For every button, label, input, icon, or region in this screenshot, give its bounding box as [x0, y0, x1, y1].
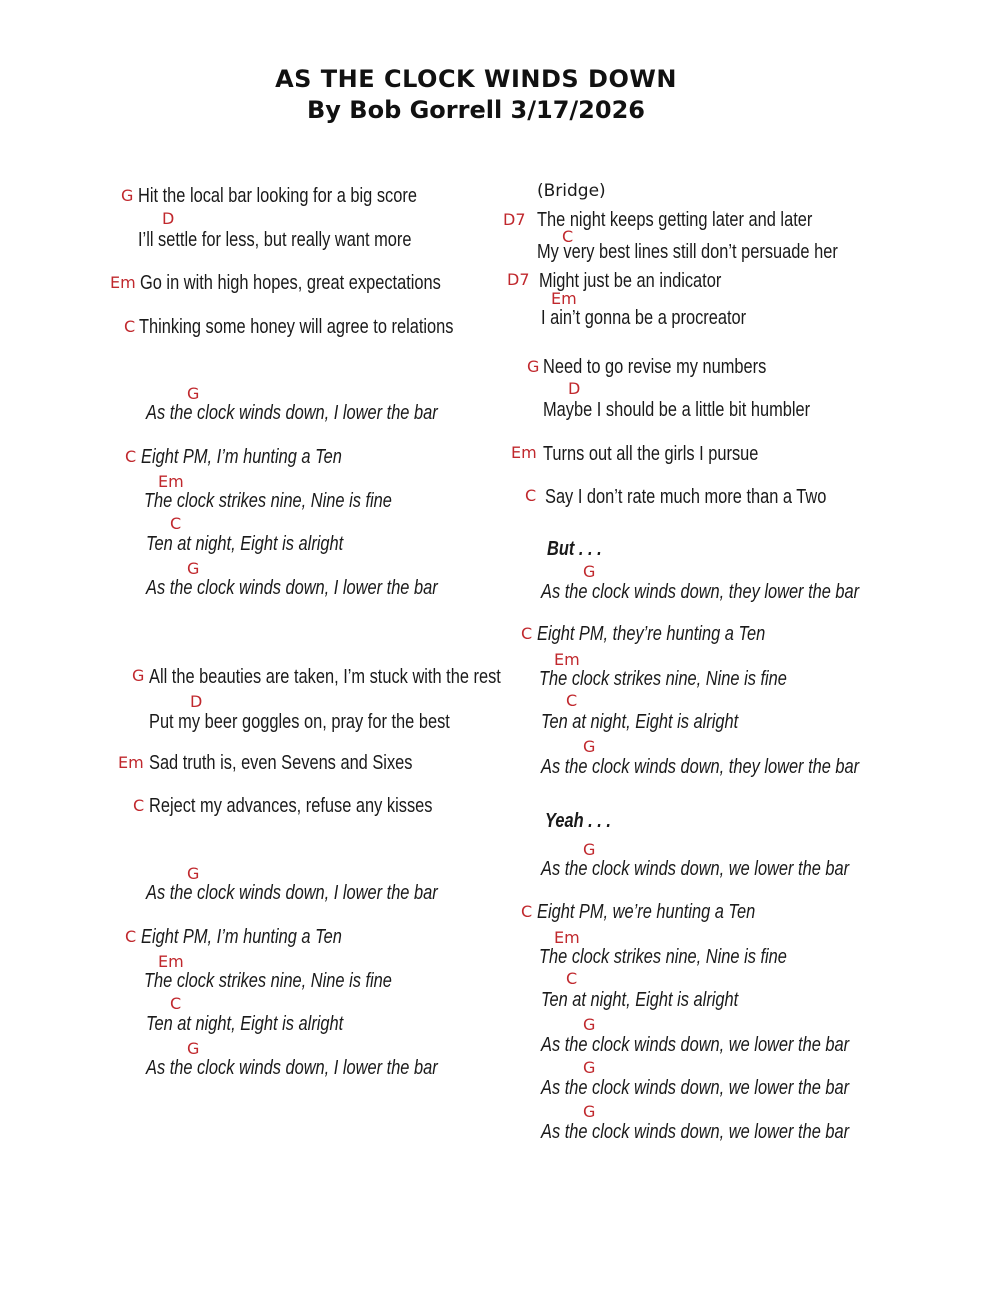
lyric-line: Ten at night, Eight is alright: [541, 989, 739, 1011]
chord-label: C: [566, 969, 578, 988]
lyric-line: Reject my advances, refuse any kisses: [149, 795, 433, 817]
chord-label: G: [583, 840, 596, 859]
lyric-line: As the clock winds down, I lower the bar: [146, 577, 438, 599]
lyric-line: All the beauties are taken, I’m stuck with the rest: [149, 666, 501, 688]
chord-label: Em: [118, 753, 144, 772]
chord-label: Em: [158, 952, 184, 971]
lyric-line: My very best lines still don’t persuade her: [537, 241, 838, 263]
lyric-line: Say I don’t rate much more than a Two: [545, 486, 827, 508]
song-title: AS THE CLOCK WINDS DOWN: [275, 65, 677, 93]
chord-label: C: [133, 796, 145, 815]
chord-label: C: [521, 624, 533, 643]
chord-label: D7: [503, 210, 526, 229]
chord-label: G: [132, 666, 145, 685]
chord-label: C: [562, 227, 574, 246]
lyric-line: Turns out all the girls I pursue: [543, 443, 759, 465]
chord-label: C: [124, 317, 136, 336]
chord-label: G: [527, 357, 540, 376]
lyric-line: Hit the local bar looking for a big score: [138, 185, 417, 207]
chord-label: G: [583, 1058, 596, 1077]
chord-label: D7: [507, 270, 530, 289]
chord-label: C: [170, 514, 182, 533]
chord-label: G: [187, 1039, 200, 1058]
chord-label: Em: [511, 443, 537, 462]
lyric-line: As the clock winds down, I lower the bar: [146, 402, 438, 424]
lyric-line: As the clock winds down, I lower the bar: [146, 882, 438, 904]
chord-label: D: [190, 692, 203, 711]
chord-label: G: [187, 559, 200, 578]
chord-label: D: [162, 209, 175, 228]
lyric-line: As the clock winds down, we lower the bar: [541, 1121, 850, 1143]
lyric-line: Ten at night, Eight is alright: [146, 533, 344, 555]
lyric-line: As the clock winds down, I lower the bar: [146, 1057, 438, 1079]
lyric-line: Put my beer goggles on, pray for the best: [149, 711, 450, 733]
lyric-line: Need to go revise my numbers: [543, 356, 767, 378]
chord-label: Em: [110, 273, 136, 292]
chord-label: Em: [551, 289, 577, 308]
lyric-line: Eight PM, I’m hunting a Ten: [141, 926, 342, 948]
lyric-line: Go in with high hopes, great expectations: [140, 272, 441, 294]
lyric-line: Might just be an indicator: [539, 270, 722, 292]
lyric-line: Thinking some honey will agree to relations: [139, 316, 454, 338]
lyric-line: The clock strikes nine, Nine is fine: [144, 970, 392, 992]
chord-label: G: [583, 562, 596, 581]
lyric-line: As the clock winds down, we lower the bar: [541, 1034, 850, 1056]
lyric-line: Eight PM, we’re hunting a Ten: [537, 901, 756, 923]
chord-label: C: [170, 994, 182, 1013]
lyric-line: Ten at night, Eight is alright: [541, 711, 739, 733]
chord-label: G: [187, 864, 200, 883]
but-interlude: But . . .: [547, 538, 602, 560]
lyric-line: As the clock winds down, we lower the bar: [541, 1077, 850, 1099]
chord-label: Em: [554, 650, 580, 669]
lyric-line: I ain’t gonna be a procreator: [541, 307, 747, 329]
chord-label: Em: [158, 472, 184, 491]
chord-label: D: [568, 379, 581, 398]
lyric-line: Maybe I should be a little bit humbler: [543, 399, 811, 421]
lyric-line: The clock strikes nine, Nine is fine: [144, 490, 392, 512]
chord-label: C: [525, 486, 537, 505]
lyric-line: Ten at night, Eight is alright: [146, 1013, 344, 1035]
chord-label: C: [521, 902, 533, 921]
chord-label: G: [583, 1015, 596, 1034]
chord-label: Em: [554, 928, 580, 947]
chord-label: G: [583, 1102, 596, 1121]
chord-label: G: [121, 186, 134, 205]
lyric-line: Eight PM, I’m hunting a Ten: [141, 446, 342, 468]
lyric-line: Eight PM, they’re hunting a Ten: [537, 623, 766, 645]
chord-label: C: [566, 691, 578, 710]
chord-label: G: [583, 737, 596, 756]
lyric-line: As the clock winds down, they lower the bar: [541, 581, 860, 603]
bridge-label: (Bridge): [537, 181, 606, 201]
lyric-line: As the clock winds down, they lower the bar: [541, 756, 860, 778]
chord-label: C: [125, 927, 137, 946]
chord-label: C: [125, 447, 137, 466]
lyric-line: Sad truth is, even Sevens and Sixes: [149, 752, 413, 774]
lyric-line: As the clock winds down, we lower the bar: [541, 858, 850, 880]
lyric-line: I’ll settle for less, but really want more: [138, 229, 412, 251]
lyric-line: The night keeps getting later and later: [537, 209, 813, 231]
yeah-interlude: Yeah . . .: [545, 810, 611, 832]
song-byline: By Bob Gorrell 3/17/2026: [307, 96, 645, 124]
lyric-line: The clock strikes nine, Nine is fine: [539, 668, 787, 690]
lyric-line: The clock strikes nine, Nine is fine: [539, 946, 787, 968]
chord-label: G: [187, 384, 200, 403]
